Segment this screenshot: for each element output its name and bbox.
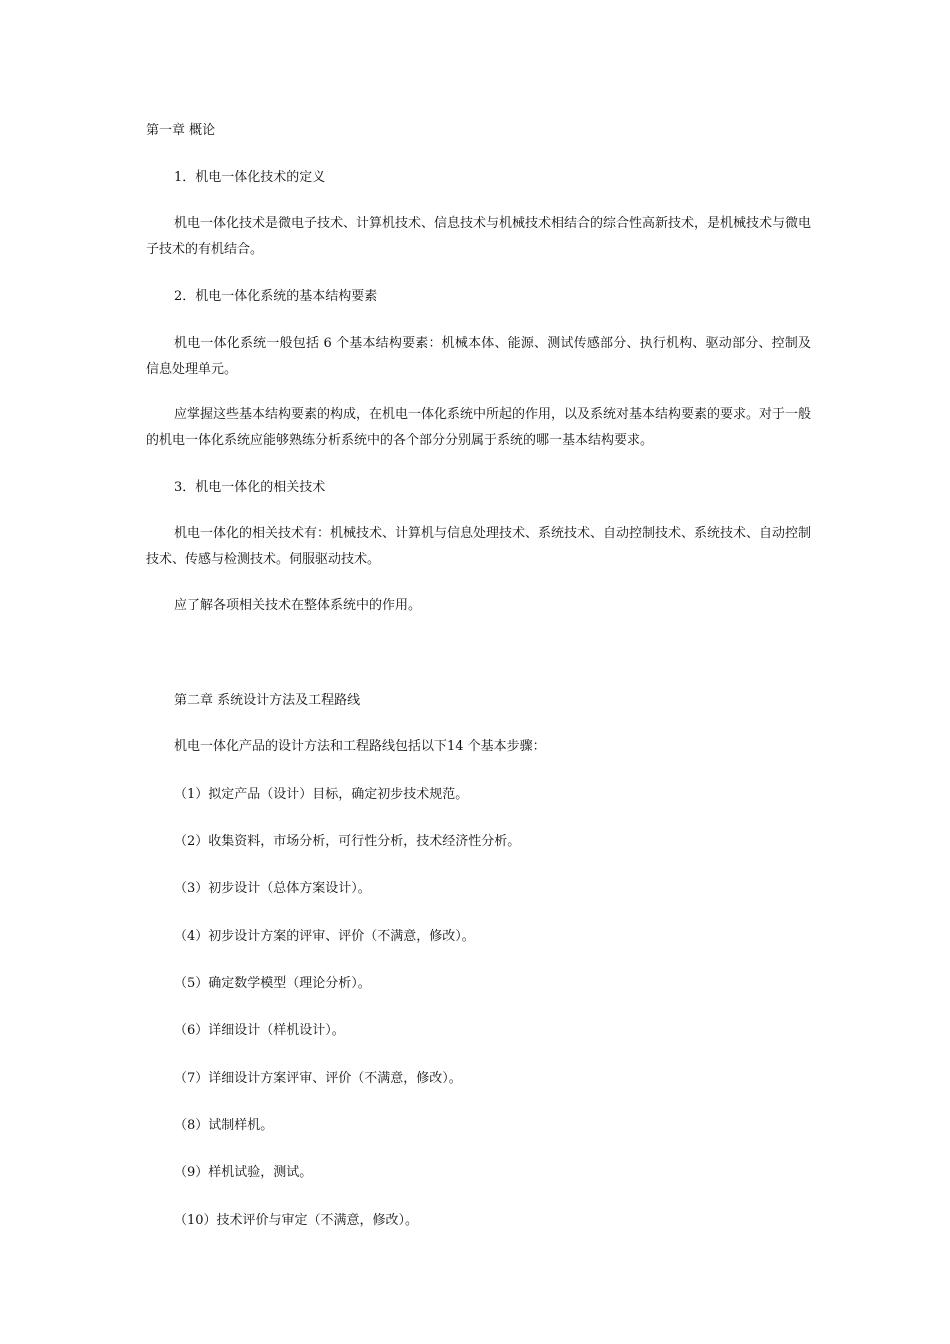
step-item: （1）拟定产品（设计）目标，确定初步技术规范。 bbox=[174, 787, 469, 802]
step-item: （5）确定数学模型（理论分析）。 bbox=[174, 976, 371, 991]
section3-body-1: 机电一体化的相关技术有：机械技术、计算机与信息处理技术、系统技术、自动控制技术、系统技术、自动控制技术、传感与检测技术。伺服驱动技术。 bbox=[146, 526, 812, 567]
step-item: （8）试制样机。 bbox=[174, 1118, 274, 1133]
step-item: （2）收集资料，市场分析，可行性分析，技术经济性分析。 bbox=[174, 834, 521, 849]
chapter1-title: 第一章 概论 bbox=[146, 123, 216, 138]
section2-body-1: 机电一体化系统一般包括 6 个基本结构要素：机械本体、能源、测试传感部分、执行机构、驱动部分、控制及信息处理单元。 bbox=[146, 336, 811, 377]
step-item: （7）详细设计方案评审、评价（不满意，修改）。 bbox=[174, 1071, 462, 1086]
section1-body: 机电一体化技术是微电子技术、计算机技术、信息技术与机械技术相结合的综合性高新技术，是机械技术与微电子技术的有机结合。 bbox=[146, 216, 812, 257]
step-item: （3）初步设计（总体方案设计）。 bbox=[174, 881, 371, 896]
section1-heading: 1．机电一体化技术的定义 bbox=[174, 170, 326, 185]
step-item: （4）初步设计方案的评审、评价（不满意，修改）。 bbox=[174, 929, 475, 944]
chapter2-intro: 机电一体化产品的设计方法和工程路线包括以下14 个基本步骤： bbox=[174, 739, 546, 754]
section2-body-2: 应掌握这些基本结构要素的构成，在机电一体化系统中所起的作用，以及系统对基本结构要素的要求。对于一般的机电一体化系统应能够熟练分析系统中的各个部分分别属于系统的哪一基本结构要求。 bbox=[146, 407, 812, 448]
step-item: （9）样机试验，测试。 bbox=[174, 1165, 313, 1180]
step-item: （6）详细设计（样机设计）。 bbox=[174, 1023, 345, 1038]
step-item: （10）技术评价与审定（不满意，修改）。 bbox=[174, 1213, 419, 1228]
section3-body-2: 应了解各项相关技术在整体系统中的作用。 bbox=[174, 598, 422, 613]
section3-heading: 3．机电一体化的相关技术 bbox=[174, 480, 326, 495]
chapter2-title: 第二章 系统设计方法及工程路线 bbox=[174, 693, 361, 708]
section2-heading: 2．机电一体化系统的基本结构要素 bbox=[174, 289, 378, 304]
